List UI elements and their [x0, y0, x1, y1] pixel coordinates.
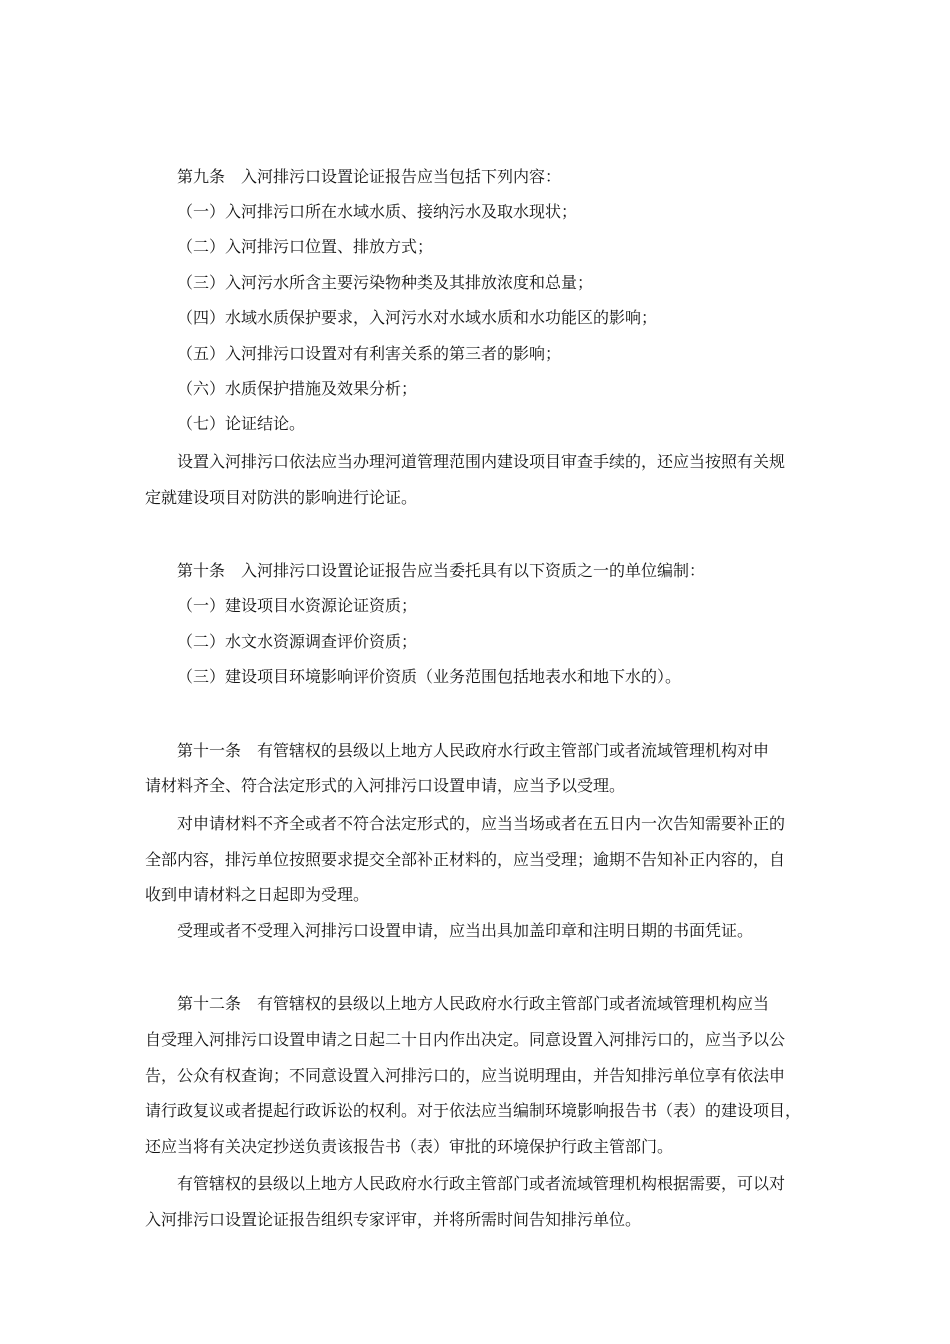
article-12-para-2-line-1: 有管辖权的县级以上地方人民政府水行政主管部门或者流域管理机构根据需要，可以对: [177, 1174, 786, 1193]
article-10-item-2: （二）水文水资源调查评价资质；: [177, 632, 418, 651]
article-10-item-3: （三）建设项目环境影响评价资质（业务范围包括地表水和地下水的）。: [177, 667, 682, 686]
article-11-para-2-line-2: 全部内容，排污单位按照要求提交全部补正材料的，应当受理；逾期不告知补正内容的，自: [145, 850, 786, 869]
article-9-item-4: （四）水域水质保护要求，入河污水对水域水质和水功能区的影响；: [177, 308, 658, 327]
article-9-heading: 第九条 入河排污口设置论证报告应当包括下列内容：: [177, 167, 562, 186]
article-9-paragraph-line-1: 设置入河排污口依法应当办理河道管理范围内建设项目审查手续的，还应当按照有关规: [177, 452, 786, 471]
article-12-para-1-line-5: 还应当将有关决定抄送负责该报告书（表）审批的环境保护行政主管部门。: [145, 1137, 674, 1156]
article-9-item-2: （二）入河排污口位置、排放方式；: [177, 237, 434, 256]
article-9-item-5: （五）入河排污口设置对有利害关系的第三者的影响；: [177, 344, 562, 363]
article-12-para-1-line-3: 告，公众有权查询；不同意设置入河排污口的，应当说明理由，并告知排污单位享有依法申: [145, 1066, 786, 1085]
article-12-para-1-line-2: 自受理入河排污口设置申请之日起二十日内作出决定。同意设置入河排污口的，应当予以公: [145, 1030, 786, 1049]
article-9-item-7: （七）论证结论。: [177, 414, 306, 433]
article-12-para-1-line-4: 请行政复议或者提起行政诉讼的权利。对于依法应当编制环境影响报告书（表）的建设项目，: [145, 1101, 802, 1120]
article-11-para-1-line-1: 第十一条 有管辖权的县级以上地方人民政府水行政主管部门或者流域管理机构对申: [177, 741, 770, 760]
article-12-para-1-line-1: 第十二条 有管辖权的县级以上地方人民政府水行政主管部门或者流域管理机构应当: [177, 994, 770, 1013]
article-12-para-2-line-2: 入河排污口设置论证报告组织专家评审，并将所需时间告知排污单位。: [145, 1210, 642, 1229]
article-11-para-3-line-1: 受理或者不受理入河排污口设置申请，应当出具加盖印章和注明日期的书面凭证。: [177, 921, 754, 940]
article-10-heading: 第十条 入河排污口设置论证报告应当委托具有以下资质之一的单位编制：: [177, 561, 706, 580]
article-9-item-6: （六）水质保护措施及效果分析；: [177, 379, 418, 398]
article-11-para-2-line-3: 收到申请材料之日起即为受理。: [145, 885, 370, 904]
article-9-paragraph-line-2: 定就建设项目对防洪的影响进行论证。: [145, 488, 418, 507]
article-9-item-1: （一）入河排污口所在水域水质、接纳污水及取水现状；: [177, 202, 578, 221]
article-11-para-1-line-2: 请材料齐全、符合法定形式的入河排污口设置申请，应当予以受理。: [145, 776, 626, 795]
article-9-item-3: （三）入河污水所含主要污染物种类及其排放浓度和总量；: [177, 273, 594, 292]
article-11-para-2-line-1: 对申请材料不齐全或者不符合法定形式的，应当当场或者在五日内一次告知需要补正的: [177, 814, 786, 833]
article-10-item-1: （一）建设项目水资源论证资质；: [177, 596, 418, 615]
